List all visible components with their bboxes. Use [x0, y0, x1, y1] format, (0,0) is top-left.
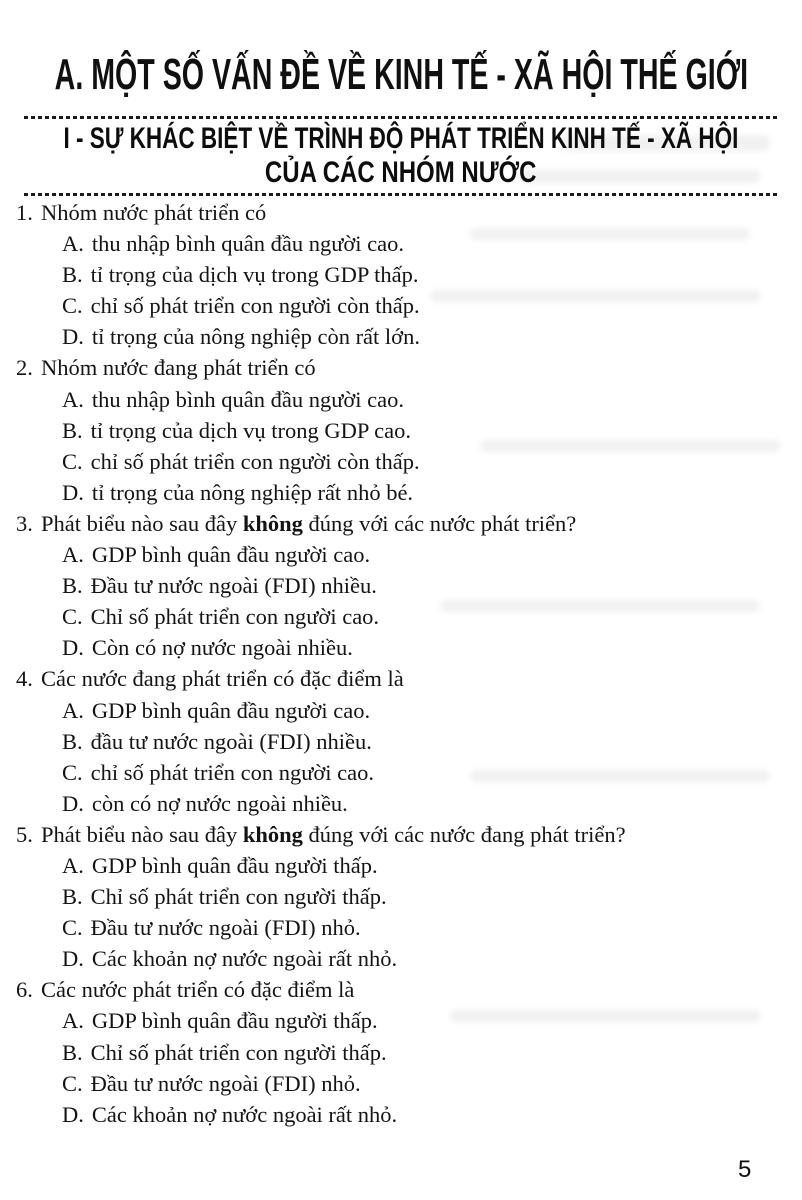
answer-option	[16, 757, 786, 788]
answer-option	[16, 259, 786, 290]
question-number: 6.	[16, 977, 33, 1003]
question-text-suffix: đúng với các nước phát triển?	[302, 510, 577, 536]
answer-option	[16, 290, 786, 321]
answer-option-letter: A.	[62, 542, 84, 568]
page-title-text: A. MỘT SỐ VẤN ĐỀ VỀ KINH TẾ - XÃ HỘI THẾ GIỚI	[54, 50, 748, 99]
answer-option	[16, 321, 786, 352]
answer-option-text: Chỉ số phát triển con người thấp.	[90, 1039, 387, 1065]
answer-option-letter: A.	[62, 386, 84, 412]
answer-option-letter: B.	[62, 884, 83, 910]
question-number: 1.	[16, 200, 33, 225]
answer-option-text: thu nhập bình quân đầu người cao.	[91, 386, 405, 412]
answer-option-text: Đầu tư nước ngoài (FDI) nhiều.	[90, 573, 377, 599]
question-number: 4.	[16, 666, 33, 692]
question-item	[16, 974, 786, 1129]
answer-option-text: GDP bình quân đầu người cao.	[91, 697, 371, 723]
question-text-bold: không	[242, 821, 303, 847]
answer-option-letter: C.	[62, 915, 83, 941]
section-header-line2: CỦA CÁC NHÓM NƯỚC	[265, 156, 537, 189]
answer-option-text: còn có nợ nước ngoài nhiều.	[91, 790, 348, 816]
question-text-bold: không	[242, 510, 303, 536]
answer-option-text: GDP bình quân đầu người cao.	[91, 542, 371, 568]
answer-option-text: đầu tư nước ngoài (FDI) nhiều.	[90, 728, 372, 754]
dashed-rule-top	[24, 116, 778, 119]
question-text	[16, 352, 786, 383]
question-item	[16, 508, 786, 663]
answer-option	[16, 726, 786, 757]
answer-option-text: tỉ trọng của dịch vụ trong GDP cao.	[90, 417, 411, 443]
answer-option-letter: A.	[62, 697, 84, 723]
question-list	[16, 197, 786, 1130]
question-item	[16, 663, 786, 818]
answer-option	[16, 850, 786, 881]
answer-option-text: Chỉ số phát triển con người cao.	[90, 604, 380, 630]
answer-option	[16, 788, 786, 819]
page-number: 5	[738, 1156, 752, 1183]
question-text-prefix: Phát biểu nào sau đây	[41, 821, 243, 847]
question-text	[16, 974, 786, 1005]
answer-option	[16, 228, 786, 259]
answer-option-letter: B.	[62, 573, 83, 599]
answer-option	[16, 539, 786, 570]
answer-option-letter: D.	[62, 479, 84, 505]
answer-option-letter: C.	[62, 293, 83, 319]
question-number: 5.	[16, 821, 33, 847]
question-text-suffix: đúng với các nước đang phát triển?	[302, 821, 626, 847]
answer-option-text: GDP bình quân đầu người thấp.	[91, 1008, 378, 1034]
answer-option	[16, 446, 786, 477]
answer-option-text: Các khoản nợ nước ngoài rất nhỏ.	[91, 1101, 398, 1127]
answer-option-letter: D.	[62, 324, 84, 350]
question-text-prefix: Các nước phát triển có đặc điểm là	[41, 977, 355, 1003]
question-text	[16, 819, 786, 850]
question-text-prefix: Các nước đang phát triển có đặc điểm là	[41, 666, 404, 692]
answer-option-text: tỉ trọng của dịch vụ trong GDP thấp.	[90, 262, 419, 288]
question-item	[16, 352, 786, 507]
answer-option	[16, 632, 786, 663]
answer-option-text: Đầu tư nước ngoài (FDI) nhỏ.	[90, 915, 361, 941]
question-number: 3.	[16, 510, 33, 536]
answer-option	[16, 695, 786, 726]
answer-option	[16, 1037, 786, 1068]
answer-option	[16, 570, 786, 601]
question-item	[16, 197, 786, 352]
question-text-prefix: Phát biểu nào sau đây	[41, 510, 243, 536]
answer-option-letter: A.	[62, 1008, 84, 1034]
answer-option	[16, 943, 786, 974]
answer-option-letter: B.	[62, 262, 83, 288]
section-header-line1: I - SỰ KHÁC BIỆT VỀ TRÌNH ĐỘ PHÁT TRIỂN KINH TẾ - XÃ HỘI	[63, 122, 739, 155]
answer-option	[16, 881, 786, 912]
answer-option-text: GDP bình quân đầu người thấp.	[91, 852, 378, 878]
answer-option-text: chỉ số phát triển con người còn thấp.	[90, 293, 420, 319]
answer-option	[16, 415, 786, 446]
question-text-prefix: Nhóm nước phát triển có	[41, 200, 267, 225]
answer-option-letter: D.	[62, 1101, 84, 1127]
answer-option	[16, 601, 786, 632]
answer-option-letter: C.	[62, 604, 83, 630]
answer-option-letter: A.	[62, 231, 84, 257]
answer-option-letter: A.	[62, 852, 84, 878]
answer-option-letter: B.	[62, 1039, 83, 1065]
answer-option-letter: D.	[62, 790, 84, 816]
answer-option-letter: B.	[62, 728, 83, 754]
answer-option-letter: D.	[62, 635, 84, 661]
answer-option-letter: B.	[62, 417, 83, 443]
answer-option	[16, 912, 786, 943]
question-number: 2.	[16, 355, 33, 381]
answer-option-text: chỉ số phát triển con người cao.	[90, 759, 375, 785]
question-text	[16, 197, 786, 228]
answer-option-text: Các khoản nợ nước ngoài rất nhỏ.	[91, 946, 398, 972]
answer-option	[16, 477, 786, 508]
answer-option-letter: C.	[62, 759, 83, 785]
question-item	[16, 819, 786, 974]
answer-option	[16, 1005, 786, 1036]
answer-option-text: tỉ trọng của nông nghiệp rất nhỏ bé.	[91, 479, 414, 505]
answer-option-text: Chỉ số phát triển con người thấp.	[90, 884, 387, 910]
answer-option-text: chỉ số phát triển con người còn thấp.	[90, 448, 420, 474]
dashed-rule-bottom	[24, 193, 778, 196]
answer-option	[16, 1068, 786, 1099]
answer-option-letter: C.	[62, 1070, 83, 1096]
question-text	[16, 663, 786, 694]
answer-option	[16, 384, 786, 415]
answer-option-letter: D.	[62, 946, 84, 972]
answer-option-text: Còn có nợ nước ngoài nhiều.	[91, 635, 353, 661]
question-text	[16, 508, 786, 539]
answer-option-text: Đầu tư nước ngoài (FDI) nhỏ.	[90, 1070, 361, 1096]
answer-option-text: thu nhập bình quân đầu người cao.	[91, 231, 405, 257]
answer-option	[16, 1099, 786, 1130]
answer-option-text: tỉ trọng của nông nghiệp còn rất lớn.	[91, 324, 420, 350]
answer-option-letter: C.	[62, 448, 83, 474]
question-text-prefix: Nhóm nước đang phát triển có	[41, 355, 316, 381]
page-title	[0, 50, 802, 100]
section-header	[24, 116, 778, 196]
